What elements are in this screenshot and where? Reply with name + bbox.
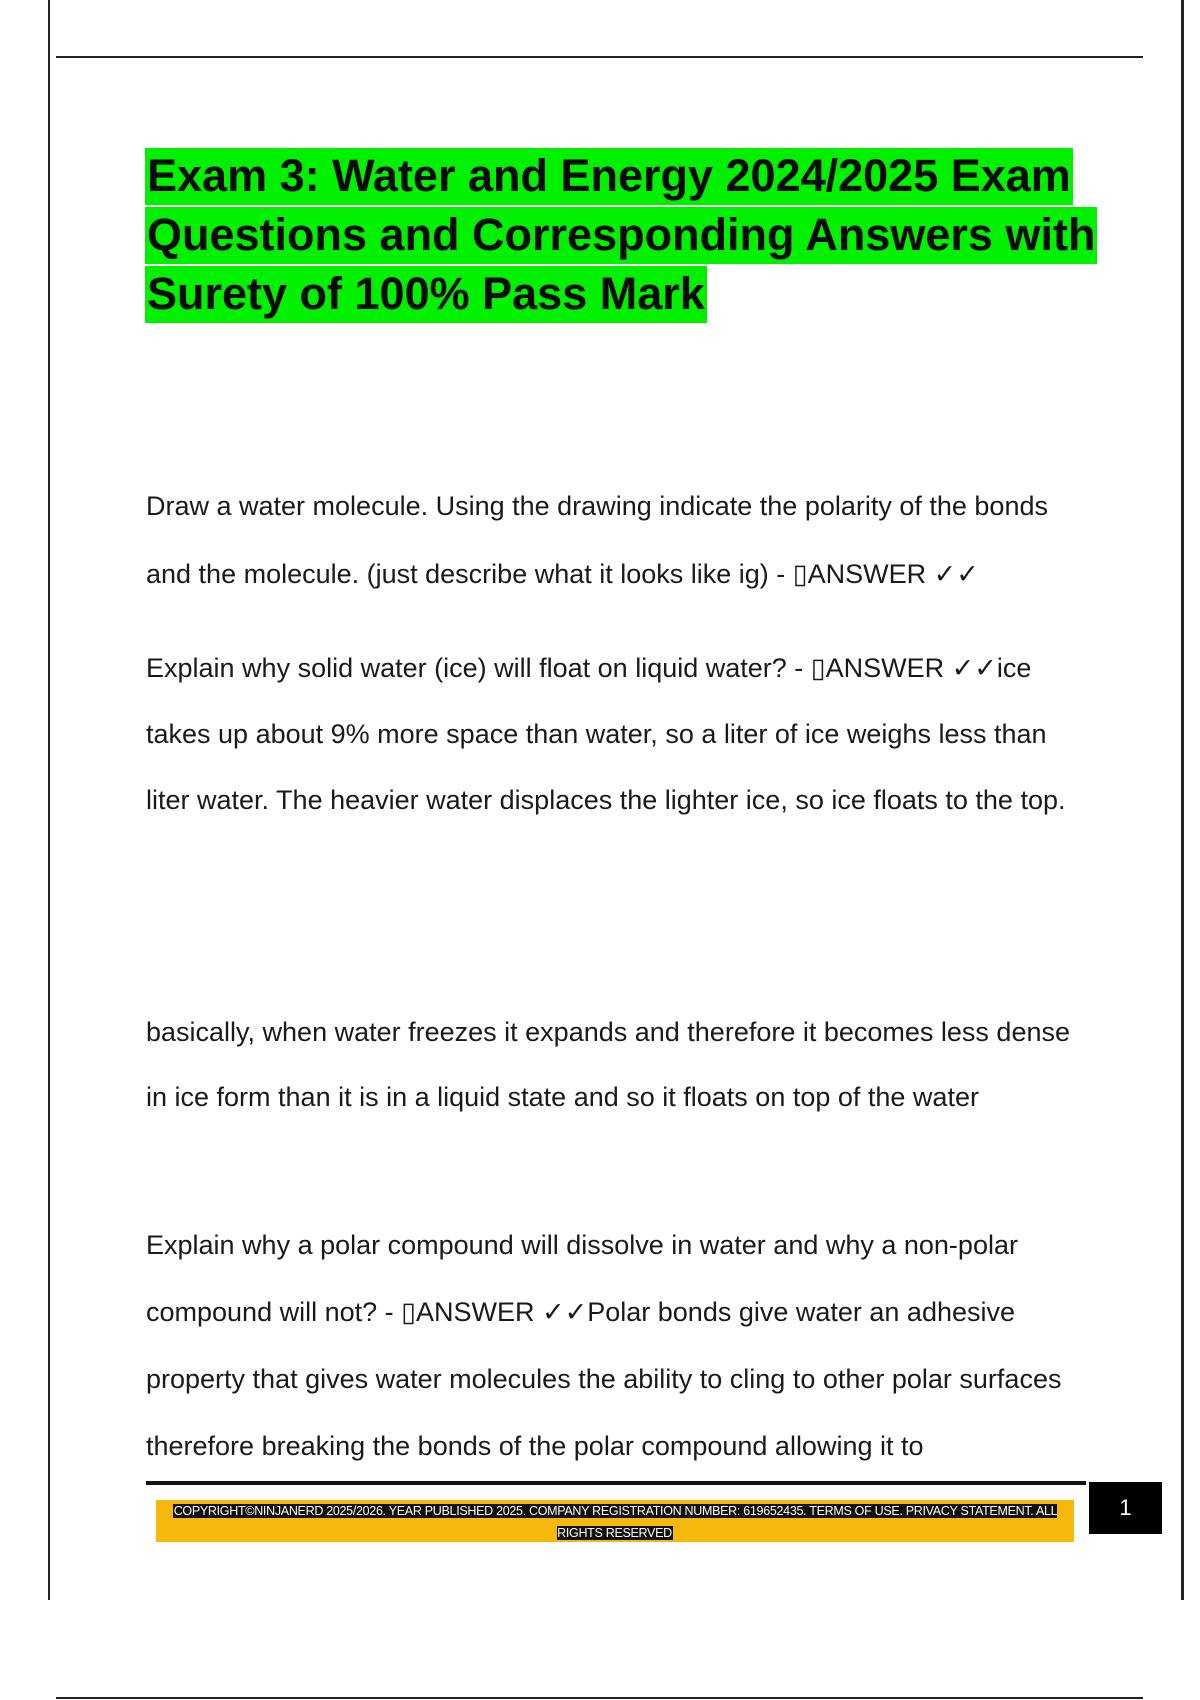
paragraph-question-1 <box>146 472 1096 608</box>
page-number-text: 1 <box>1119 1495 1132 1520</box>
footer-rule <box>146 1481 1086 1485</box>
paragraph-answer-continued <box>146 1000 1096 1130</box>
page-border-right <box>1181 0 1184 1600</box>
header-rule <box>56 56 1143 58</box>
bottom-rule <box>56 1697 1143 1699</box>
paragraph-text: Explain why a polar compound will dissolve in water and why a non-polar compound will not? - ▯ANSWER ✓✓Polar bonds give water an adhesive property that gives water molecules the ability to cling to other polar surfaces therefore breaking the bonds of the polar compound allowing it to <box>146 1230 1062 1461</box>
page-border-left <box>48 0 50 1600</box>
paragraph-question-3 <box>146 1212 1096 1480</box>
document-title-text: Exam 3: Water and Energy 2024/2025 Exam Questions and Corresponding Answers with Surety of 100% Pass Mark <box>145 148 1097 323</box>
document-title <box>145 146 1105 323</box>
page-number <box>1089 1482 1162 1534</box>
footer-copyright <box>168 1500 1062 1544</box>
paragraph-text: Explain why solid water (ice) will float on liquid water? - ▯ANSWER ✓✓ice takes up about 9% more space than water, so a liter of ice weighs less than liter water. The heavier water displaces the lighter ice, so ice floats to the top. <box>146 653 1066 815</box>
paragraph-question-2 <box>146 635 1096 833</box>
footer-copyright-text: COPYRIGHT©NINJANERD 2025/2026. YEAR PUBLISHED 2025. COMPANY REGISTRATION NUMBER: 619652435. TERMS OF USE. PRIVACY STATEMENT. ALL RIGHTS RESERVED <box>173 1504 1058 1540</box>
paragraph-text: Draw a water molecule. Using the drawing indicate the polarity of the bonds and the molecule. (just describe what it looks like ig) - ▯ANSWER ✓✓ <box>146 491 1048 589</box>
paragraph-text: basically, when water freezes it expands and therefore it becomes less dense in ice form than it is in a liquid state and so it floats on top of the water <box>146 1017 1070 1112</box>
